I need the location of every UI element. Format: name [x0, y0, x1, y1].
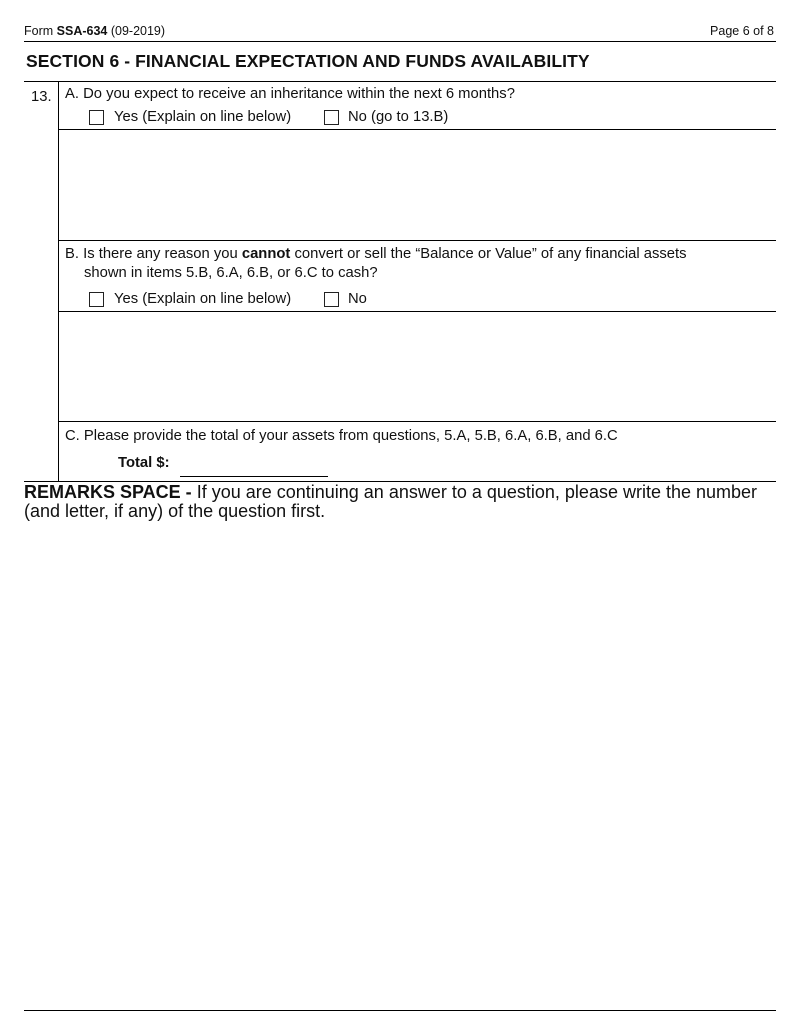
question-13a-no-checkbox[interactable] — [324, 110, 339, 125]
question-13b-no-label: No — [348, 291, 367, 307]
question-13b-no-checkbox[interactable] — [324, 292, 339, 307]
page-number: Page 6 of 8 — [710, 24, 774, 38]
question-13b-text — [65, 246, 770, 262]
question-13b-bottom-rule — [58, 421, 776, 422]
question-13b-yes-label: Yes (Explain on line below) — [114, 291, 292, 307]
form-identifier — [24, 24, 165, 38]
remarks-heading — [24, 483, 784, 520]
remarks-title: REMARKS SPACE - — [24, 482, 197, 502]
total-assets-input[interactable] — [180, 458, 328, 477]
total-label: Total $: — [118, 455, 170, 471]
question-13a-text: A. Do you expect to receive an inheritance within the next 6 months? — [65, 86, 515, 102]
question-13b-explanation-field[interactable] — [60, 313, 774, 420]
question-13a-bottom-rule — [58, 240, 776, 241]
page-bottom-rule — [24, 1010, 776, 1011]
form-number: SSA-634 — [56, 24, 108, 38]
form-date: (09-2019) — [107, 24, 166, 38]
question-13c-text: C. Please provide the total of your assets from questions, 5.A, 5.B, 6.A, 6.B, and 6.C — [65, 428, 618, 444]
question-13b-divider — [58, 311, 776, 312]
form-prefix: Form — [24, 24, 57, 38]
question-13b-text-line2: shown in items 5.B, 6.A, 6.B, or 6.C to cash? — [84, 265, 378, 281]
question-13b-text-end: convert or sell the “Balance or Value” of any financial assets — [290, 246, 687, 262]
question-13a-yes-label: Yes (Explain on line below) — [114, 109, 292, 125]
remarks-instructions: If you are continuing an answer to a question, please write the number — [196, 482, 758, 502]
remarks-instructions-line2: (and letter, if any) of the question first. — [24, 500, 326, 521]
section-title: SECTION 6 - FINANCIAL EXPECTATION AND FUNDS AVAILABILITY — [26, 51, 590, 71]
question-13a-yes-checkbox[interactable] — [89, 110, 104, 125]
remarks-input-area[interactable] — [24, 525, 780, 1009]
question-13a-explanation-field[interactable] — [60, 131, 774, 239]
section-top-rule — [24, 81, 776, 82]
question-13b-yes-checkbox[interactable] — [89, 292, 104, 307]
question-13a-divider — [58, 129, 776, 130]
question-number: 13. — [31, 89, 52, 105]
question-13a-no-label: No (go to 13.B) — [348, 109, 449, 125]
header-divider — [24, 41, 776, 42]
question-13b-text-start: B. Is there any reason you — [65, 246, 242, 262]
question-13b-emphasis: cannot — [241, 246, 291, 262]
